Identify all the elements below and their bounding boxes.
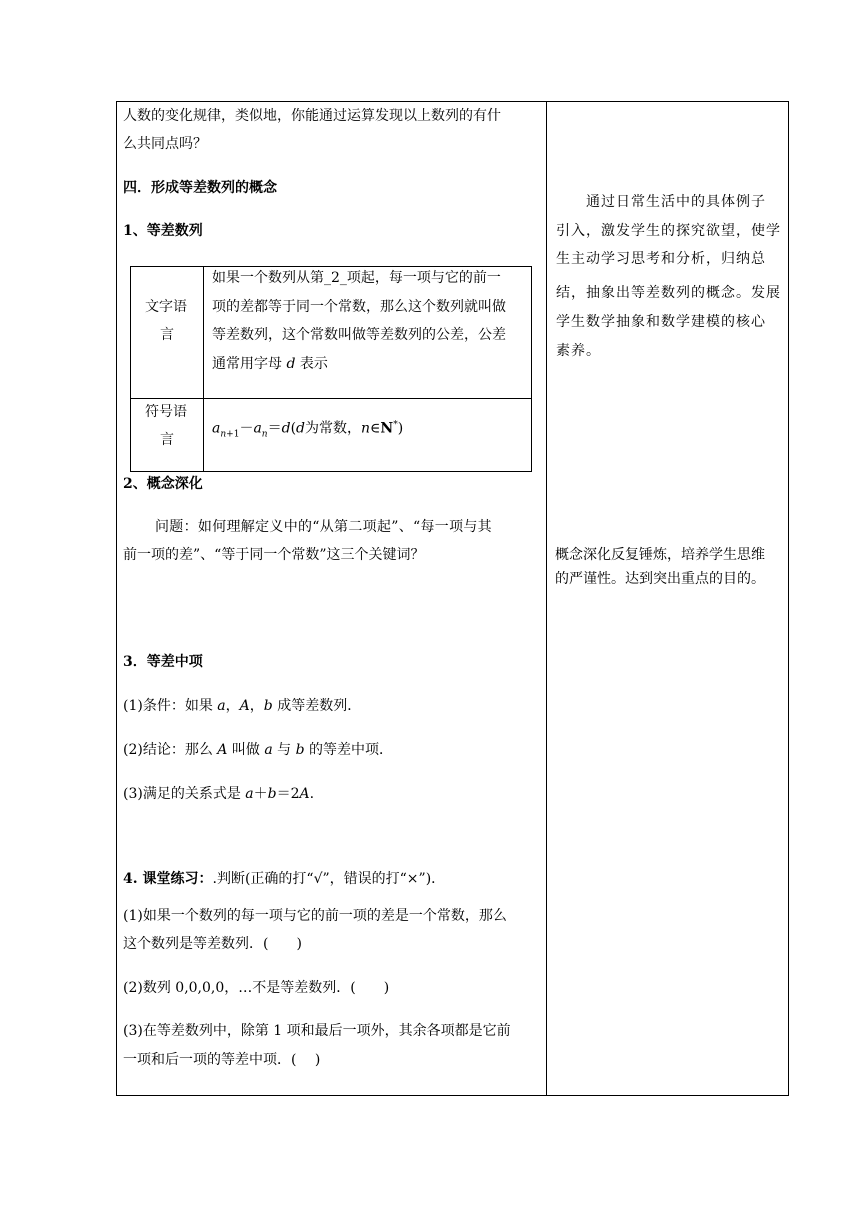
practice-q1-line-1: (1)如果一个数列的每一项与它的前一项的差是一个常数，那么 bbox=[123, 908, 507, 924]
conclusion-line: (2)结论：那么 A 叫做 a 与 b 的等差中项． bbox=[123, 742, 394, 758]
condition-line: (1)条件：如果 a，A，b 成等差数列． bbox=[123, 698, 362, 714]
definition-table-col-divider bbox=[203, 266, 204, 472]
column-divider bbox=[546, 101, 547, 1096]
text-language-label-1: 文字语 bbox=[145, 299, 187, 315]
practice-q3-line-2: 一项和后一项的等差中项．( ) bbox=[123, 1052, 321, 1068]
symbol-formula: $a_{n+1}-a_n=d(d$为常数，n∈N*) bbox=[212, 420, 404, 440]
definition-table-row-divider bbox=[130, 398, 532, 399]
note-2-line-1: 概念深化反复锤炼，培养学生思维 bbox=[555, 547, 765, 563]
practice-q2: (2)数列 0,0,0,0，…不是等差数列．( ) bbox=[123, 980, 390, 996]
symbol-language-label-1: 符号语 bbox=[145, 404, 187, 420]
note-1-line-2: 引入，激发学生的探究欲望，使学 bbox=[556, 223, 781, 239]
question-line-1: 问题：如何理解定义中的“从第二项起”、“每一项与其 bbox=[155, 519, 492, 535]
note-2-line-2: 的严谨性。达到突出重点的目的。 bbox=[555, 571, 765, 587]
subsection-2-title: 2、概念深化 bbox=[123, 476, 203, 492]
practice-title-line: 4. 课堂练习：.判断(正确的打“√”，错误的打“×”)． bbox=[123, 871, 446, 887]
note-1-line-1: 通过日常生活中的具体例子 bbox=[586, 194, 766, 210]
relation-line: (3)满足的关系式是 a＋b＝2A. bbox=[123, 786, 315, 802]
note-1-line-4: 结，抽象出等差数列的概念。发展 bbox=[556, 285, 781, 301]
subsection-1-title: 1、等差数列 bbox=[123, 223, 203, 239]
symbol-language-label-2: 言 bbox=[160, 432, 174, 448]
definition-line-1: 如果一个数列从第_2_项起，每一项与它的前一 bbox=[212, 270, 501, 286]
question-line-2: 前一项的差”、“等于同一个常数”这三个关键词？ bbox=[123, 547, 425, 563]
section-4-title: 四．形成等差数列的概念 bbox=[123, 180, 277, 196]
intro-line-2: 么共同点吗？ bbox=[123, 136, 207, 152]
practice-q3-line-1: (3)在等差数列中，除第 1 项和最后一项外，其余各项都是它前 bbox=[123, 1023, 511, 1039]
text-language-label-2: 言 bbox=[160, 327, 174, 343]
definition-line-4: 通常用字母 d 表示 bbox=[212, 356, 328, 372]
intro-line-1: 人数的变化规律，类似地，你能通过运算发现以上数列的有什 bbox=[123, 108, 501, 124]
note-1-line-5: 学生数学抽象和数学建模的核心 bbox=[556, 314, 766, 330]
definition-line-2: 项的差都等于同一个常数，那么这个数列就叫做 bbox=[212, 299, 506, 315]
note-1-line-6: 素养。 bbox=[556, 343, 601, 359]
definition-line-3: 等差数列，这个常数叫做等差数列的公差，公差 bbox=[212, 327, 506, 343]
note-1-line-3: 生主动学习思考和分析，归纳总 bbox=[556, 251, 766, 267]
practice-q1-line-2: 这个数列是等差数列．( ) bbox=[123, 936, 302, 952]
subsection-3-title: 3．等差中项 bbox=[123, 654, 203, 670]
